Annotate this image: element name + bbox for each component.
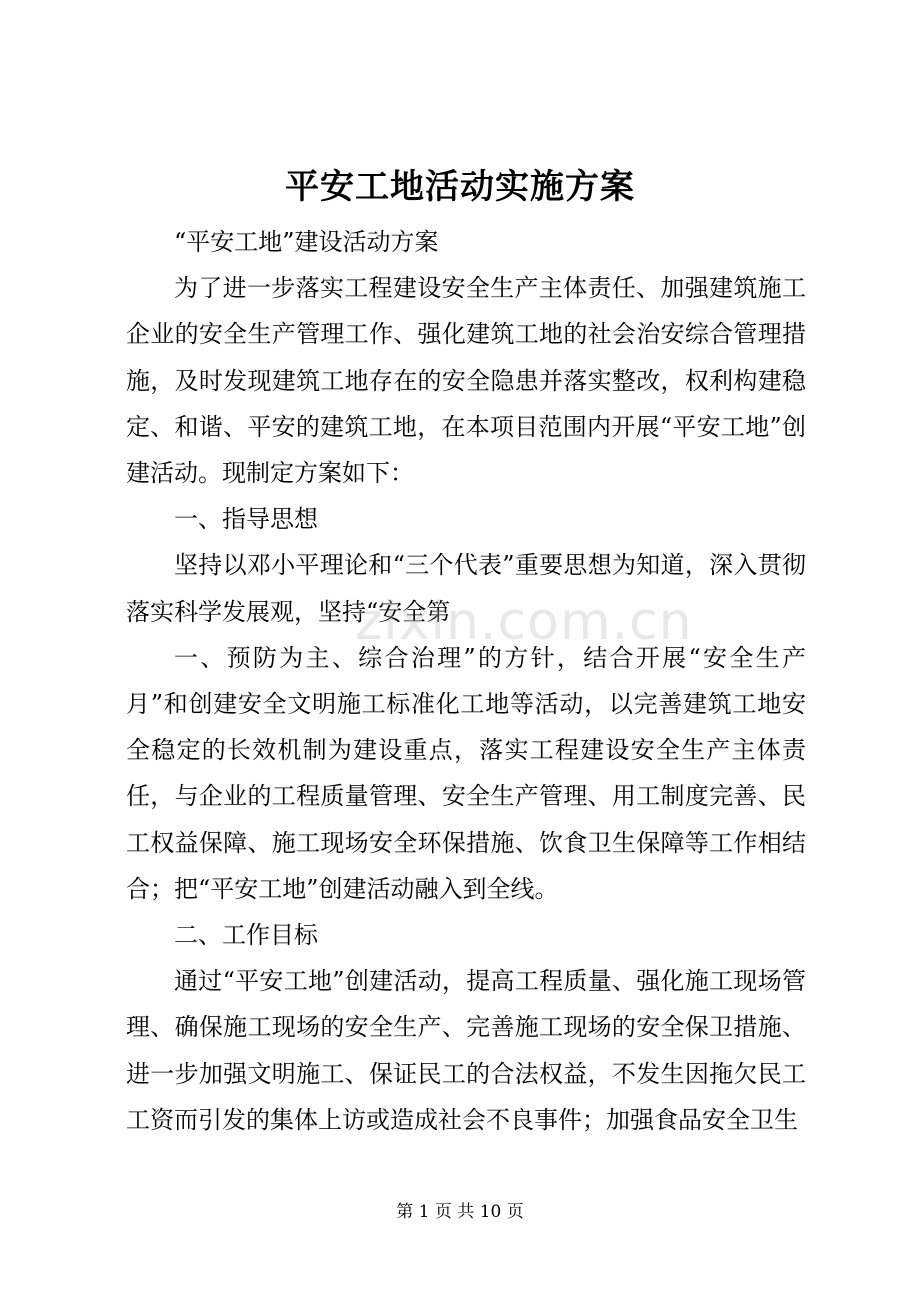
paragraph-work-goals: 通过“平安工地”创建活动，提高工程质量、强化施工现场管理、确保施工现场的安全生产、完善施工现场的安全保卫措施、进一步加强文明施工、保证民工的合法权益，不发生因拖欠民工工资而引发的集体上访或造成社会不良事件；加强食品安全卫生 bbox=[126, 967, 806, 1134]
section-heading-guiding-ideology: 一、指导思想 bbox=[174, 505, 318, 534]
paragraph-intro: 为了进一步落实工程建设安全生产主体责任、加强建筑施工企业的安全生产管理工作、强化建筑工地的社会治安综合管理措施，及时发现建筑工地存在的安全隐患并落实整改，权利构建稳定、和谐、平安的建筑工地，在本项目范围内开展“平安工地”创建活动。现制定方案如下： bbox=[126, 274, 806, 488]
paragraph-guiding-ideology-continued: 一、预防为主、综合治理”的方针，结合开展“安全生产月”和创建安全文明施工标准化工地等活动，以完善建筑工地安全稳定的长效机制为建设重点，落实工程建设安全生产主体责任，与企业的工程质量管理、安全生产管理、用工制度完善、民工权益保障、施工现场安全环保措施、饮食卫生保障等工作相结合；把“平安工地”创建活动融入到全线。 bbox=[126, 643, 806, 903]
page-footer: 第 1 页 共 10 页 bbox=[396, 1202, 524, 1222]
section-heading-work-goals: 二、工作目标 bbox=[174, 921, 318, 950]
watermark: zixin.com.cn bbox=[355, 592, 693, 652]
document-title: 平安工地活动实施方案 bbox=[285, 167, 635, 207]
document-body bbox=[126, 219, 806, 1143]
paragraph-subtitle: “平安工地”建设活动方案 bbox=[174, 228, 439, 256]
paragraph-guiding-ideology: 坚持以邓小平理论和“三个代表”重要思想为知道，深入贯彻落实科学发展观，坚持“安全第 bbox=[126, 551, 806, 626]
